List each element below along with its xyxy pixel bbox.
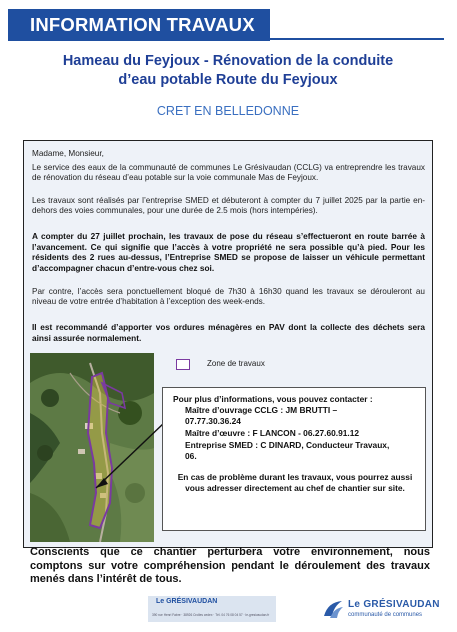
contact-moa-phone: 07.77.30.36.24	[185, 416, 241, 426]
paragraph-2: Les travaux sont réalisés par l’entreprise SMED et débuteront à compter du 7 juillet 2025 par la partie en-dehors des voies communales, pour une durée de 2.5 mois (hors intempéries).	[32, 196, 425, 216]
contact-moe: Maître d’œuvre : F LANCON - 06.27.60.91.12	[185, 428, 360, 438]
footer-left-brand: Le GRÉSIVAUDAN	[156, 598, 218, 605]
contact-intro: Pour plus d’informations, vous pouvez contacter :	[173, 394, 373, 404]
paragraph-4: Par contre, l’accès sera ponctuellement bloqué de 7h30 à 16h30 quand les travaux se dérouleront au niveau de votre entrée d’habitation à l’exception des week-ends.	[32, 287, 425, 307]
paragraph-5: Il est recommandé d’apporter vos ordures ménagères en PAV dont la collecte des déchets sera ainsi assurée normalement.	[32, 322, 425, 343]
contact-box	[162, 387, 426, 531]
gresivaudan-logo-icon	[322, 598, 344, 620]
legend-swatch	[176, 359, 190, 370]
footer-left-logo	[148, 596, 276, 622]
legend-label: Zone de travaux	[207, 359, 265, 368]
contact-problem: En cas de problème durant les travaux, vous pourrez aussi vous adresser directement au chef de chantier sur site.	[177, 472, 413, 493]
paragraph-3: A compter du 27 juillet prochain, les travaux de pose du réseau s’effectueront en route barrée à l’avancement. Ce qui signifie que l’accès à votre propriété ne sera possible qu’à pied. Pour les résidents des 2 rues au-dessus, l’Entreprise SMED se propose de laisser un véhicule permettant d’accompagner chacun d’entre-vous chez soi.	[32, 231, 425, 273]
contact-moa: Maître d’ouvrage CCLG : JM BRUTTI –	[185, 405, 338, 415]
footer-right-brand: Le GRÉSIVAUDAN	[348, 599, 440, 610]
closing-statement: Conscients que ce chantier perturbera votre environnement, nous comptons sur votre compréhension pendant le déroulement des travaux menés dans l’intérêt de tous.	[30, 546, 430, 585]
paragraph-1: Le service des eaux de la communauté de communes Le Grésivaudan (CCLG) va entreprendre les travaux de rénovation du réseau d’eau potable sur la voie communale Mas de Feyjoux.	[32, 163, 425, 183]
title-line-1: Hameau du Feyjoux - Rénovation de la conduite	[62, 53, 394, 69]
footer-left-address: 390 rue Henri Fabre · 38926 Crolles cedex · Tél. 04 76 08 04 57 · le-gresivaudan.fr	[152, 613, 270, 617]
footer-right-sub: communauté de communes	[348, 612, 423, 618]
footer-right-logo	[322, 596, 442, 624]
location-subtitle: CRET EN BELLEDONNE	[156, 104, 300, 118]
greeting: Madame, Monsieur,	[32, 149, 104, 158]
contact-entreprise: Entreprise SMED : C DINARD, Conducteur Travaux,	[185, 440, 390, 450]
contact-entreprise-phone: 06.	[185, 451, 197, 461]
banner-title: INFORMATION TRAVAUX	[30, 14, 255, 35]
title-line-2: d’eau potable Route du Feyjoux	[118, 72, 338, 88]
